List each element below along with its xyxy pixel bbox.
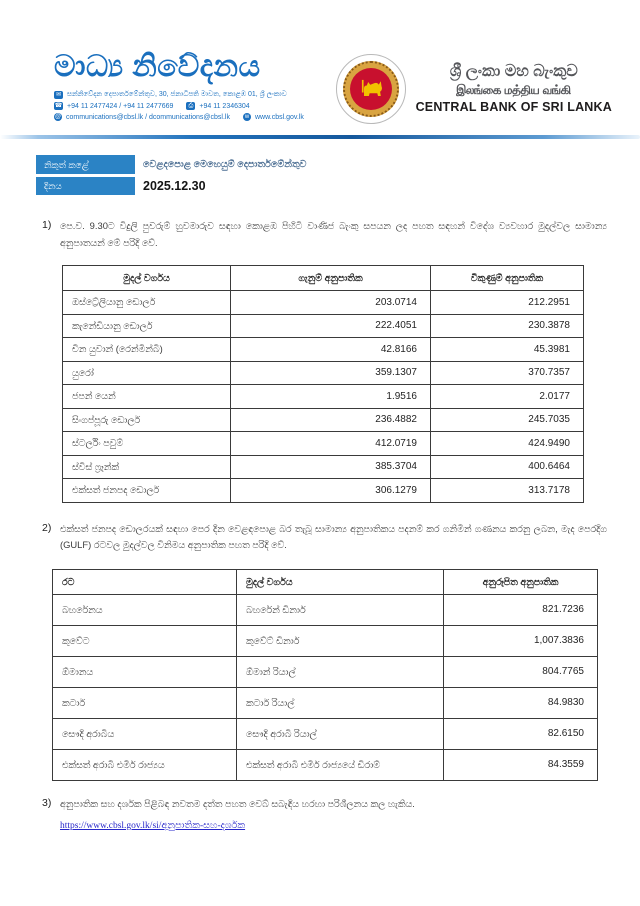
paragraph-3 <box>42 796 607 813</box>
issued-by-row <box>36 155 640 174</box>
table-row <box>53 718 598 749</box>
fax-icon: ⎙ <box>186 102 195 110</box>
logo-gold-ring <box>343 61 399 117</box>
buying-rate-cell: 359.1307 <box>231 361 431 385</box>
content <box>42 218 607 833</box>
table-row <box>63 291 584 315</box>
date-label: දිනය <box>36 177 135 196</box>
currency-cell: ඔස්ට්‍රේලියානු ඩොලර් <box>63 291 231 315</box>
table-row <box>63 455 584 479</box>
table-row <box>63 432 584 456</box>
selling-rate-cell: 424.9490 <box>431 432 584 456</box>
selling-rate-cell: 230.3878 <box>431 314 584 338</box>
currency-column-header: මුදල් වර්ගය <box>63 266 231 291</box>
rate-cell: 84.9830 <box>444 687 598 718</box>
currency-cell: බහරේන් ඩිනාර් <box>237 594 444 625</box>
table-row <box>63 479 584 503</box>
country-cell: කුවේට <box>53 625 237 656</box>
currency-cell: යුරෝ <box>63 361 231 385</box>
selling-rate-cell: 2.0177 <box>431 385 584 409</box>
currency-cell: සිංගප්පූරු ඩොලර් <box>63 408 231 432</box>
lion-icon <box>357 75 385 103</box>
email-icon: @ <box>54 114 62 120</box>
currency-cell: එක්සත් අරාබි එමීර් රාජ්‍යයේ ඩිරාම් <box>237 749 444 780</box>
phone-icon: ☎ <box>54 103 63 109</box>
rates-and-indices-link[interactable]: https://www.cbsl.gov.lk/si/අනුපාතික-සහ-දර්ශක <box>60 821 246 831</box>
address-text: සන්නිවේදන දෙපාර්තමේන්තුව, 30, ජනාධිපති මාවත, කොළඹ 01, ශ්‍රී ලංකාව <box>67 91 287 98</box>
item-number: 3) <box>42 796 52 809</box>
country-cell: එක්සත් අරාබි එමීර් රාජ්‍යය <box>53 749 237 780</box>
bank-brand <box>336 54 612 124</box>
selling-rate-cell: 245.7035 <box>431 408 584 432</box>
rate-cell: 804.7765 <box>444 656 598 687</box>
currency-cell: ජපන් යෙන් <box>63 385 231 409</box>
currency-cell: කටාර් රියාල් <box>237 687 444 718</box>
currency-cell: චීන යුවාන් (රෙන්මින්බි) <box>63 338 231 362</box>
item-text: එක්සත් ජනපද ඩොලරයක් සඳහා පෙර දින වෙළඳපොළ බර තැබූ සාමාන්‍ය අනුපාතිකය පදනම් කර ගනිමින් ගණනය කරනු ලබන, මැද පෙරදිග (GULF) රටවල මුදල්වල විනිමය අනුපාතික පහත පරිදි වේ. <box>60 522 607 550</box>
buying-rate-cell: 222.4051 <box>231 314 431 338</box>
phone-line <box>54 102 304 110</box>
item-number: 2) <box>42 521 52 534</box>
rates-link-line <box>60 815 607 833</box>
rate-cell: 84.3559 <box>444 749 598 780</box>
contact-block <box>54 91 304 121</box>
currency-cell: ස්විස් ෆ්‍රෑන්ක් <box>63 455 231 479</box>
currency-cell: කුවේට් ඩිනාර් <box>237 625 444 656</box>
selling-rate-cell: 313.7178 <box>431 479 584 503</box>
currency-cell: ඕමාන් රියාල් <box>237 656 444 687</box>
page-title: මාධ්‍ය නිවේදනය <box>54 50 261 83</box>
selling-rate-cell: 212.2951 <box>431 291 584 315</box>
meta-section <box>36 155 640 195</box>
buying-rate-cell: 412.0719 <box>231 432 431 456</box>
cbsl-logo-seal <box>336 54 406 124</box>
currency-cell: කැනේඩියානු ඩොලර් <box>63 314 231 338</box>
selling-rate-column-header: විකුණුම් අනුපාතික <box>431 266 584 291</box>
buying-rate-cell: 306.1279 <box>231 479 431 503</box>
phone-numbers: +94 11 2477424 / +94 11 2477669 <box>67 102 174 110</box>
paragraph-1 <box>42 218 607 251</box>
country-cell: සෞදි අරාබිය <box>53 718 237 749</box>
item-number: 1) <box>42 219 52 231</box>
table-row <box>53 687 598 718</box>
gulf-rates-table <box>52 569 598 781</box>
table-row <box>53 749 598 780</box>
masthead <box>54 50 304 121</box>
country-cell: ඕමානය <box>53 656 237 687</box>
email-addresses: communications@cbsl.lk / dcommunications@cbsl.lk <box>66 113 230 121</box>
selling-rate-cell: 45.3981 <box>431 338 584 362</box>
bank-name-sinhala: ශ්‍රී ලංකා මහ බැංකුව <box>449 63 578 80</box>
date-row <box>36 177 640 196</box>
buying-rate-cell: 236.4882 <box>231 408 431 432</box>
rate-cell: 82.6150 <box>444 718 598 749</box>
rate-cell: 821.7236 <box>444 594 598 625</box>
website-text: www.cbsl.gov.lk <box>255 113 304 121</box>
logo-red-core <box>350 68 392 110</box>
bank-name-tamil: இலங்கை மத்திய வங்கி <box>456 83 572 97</box>
header-divider <box>0 135 640 139</box>
table-row <box>63 361 584 385</box>
fax-number: +94 11 2346304 <box>199 102 250 110</box>
selling-rate-cell: 400.6464 <box>431 455 584 479</box>
rate-cell: 1,007.3836 <box>444 625 598 656</box>
bank-names <box>416 62 612 116</box>
table-row <box>53 656 598 687</box>
buying-rate-cell: 42.8166 <box>231 338 431 362</box>
table-header-row <box>63 266 584 291</box>
buying-rate-cell: 1.9516 <box>231 385 431 409</box>
header <box>0 0 640 124</box>
selling-rate-cell: 370.7357 <box>431 361 584 385</box>
buying-rate-cell: 385.3704 <box>231 455 431 479</box>
table-row <box>53 625 598 656</box>
currency-cell: ස්ටර්ලිං පවුම් <box>63 432 231 456</box>
country-cell: බහරේනය <box>53 594 237 625</box>
table-row <box>63 408 584 432</box>
table-header-row <box>53 569 598 594</box>
item-text: අනුපාතික සහ දර්ශක පිළිබඳ නවතම දත්ත පහත වෙබ් සබැඳිය හරහා පරිශීලනය කල හැකිය. <box>60 797 415 809</box>
exchange-rates-table <box>62 265 584 503</box>
paragraph-2 <box>42 521 607 554</box>
envelope-icon: ✉ <box>55 92 62 98</box>
rate-column-header: අනුරූපිත අනුපාතික <box>444 569 598 594</box>
table-row <box>63 385 584 409</box>
date-value: 2025.12.30 <box>143 178 206 193</box>
globe-icon: w <box>244 114 250 120</box>
email-line <box>54 113 304 121</box>
currency-cell: එක්සත් ජනපද ඩොලර් <box>63 479 231 503</box>
table-row <box>63 314 584 338</box>
table-row <box>53 594 598 625</box>
country-column-header: රට <box>53 569 237 594</box>
buying-rate-cell: 203.0714 <box>231 291 431 315</box>
issued-by-value: වෙළදපොළ මෙහෙයුම් දෙපාර්තමේන්තුව <box>143 158 307 170</box>
item-text: පෙ.ව. 9.30ට විදුලි පුවරුම් හුවමාරුව සඳහා කොළඹ පිහිටි වාණිජ බැංකු සපයන ලද පහත සඳහන් විදේශ ව්‍යවහාර මුදල්වල සාමාන්‍ය අනුපාතයන් මේ පරිදි වේ. <box>60 220 607 248</box>
currency-column-header: මුදල් වර්ගය <box>237 569 444 594</box>
buying-rate-column-header: ගැනුම් අනුපාතික <box>231 266 431 291</box>
address-line <box>54 91 304 99</box>
bank-name-english: CENTRAL BANK OF SRI LANKA <box>415 100 612 114</box>
table-row <box>63 338 584 362</box>
currency-cell: සෞදි අරාබි රියාල් <box>237 718 444 749</box>
issued-by-label: නිකුත් කළේ <box>36 155 135 174</box>
country-cell: කටාර් <box>53 687 237 718</box>
